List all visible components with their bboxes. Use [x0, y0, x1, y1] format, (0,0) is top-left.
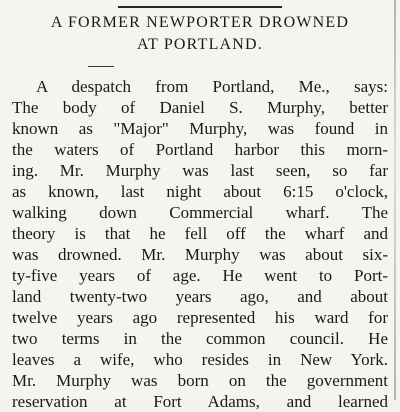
body-line: The body of Daniel S. Murphy, better — [12, 98, 388, 117]
body-line: as known, last night about 6:15 o'clock, — [12, 182, 388, 201]
headline-divider — [88, 66, 114, 67]
body-line: reservation at Fort Adams, and learned — [12, 392, 388, 411]
top-rule — [118, 6, 282, 8]
headline-line-1: A FORMER NEWPORTER DROWNED — [50, 14, 350, 31]
body-line: leaves a wife, who resides in New York. — [12, 350, 388, 369]
body-line: known as "Major" Murphy, was found in — [12, 119, 388, 138]
headline-line-2: AT PORTLAND. — [136, 36, 264, 53]
body-line: theory is that he fell off the wharf and — [12, 224, 388, 243]
body-line: was drowned. Mr. Murphy was about six- — [12, 245, 388, 264]
headline — [0, 12, 400, 56]
body-line: ing. Mr. Murphy was last seen, so far — [12, 161, 388, 180]
body-line: walking down Commercial wharf. The — [12, 203, 388, 222]
body-line: ty-five years of age. He went to Port- — [12, 266, 388, 285]
body-line: the waters of Portland harbor this morn- — [12, 140, 388, 159]
page-edge-shadow — [394, 0, 396, 400]
body-line: two terms in the common council. He — [12, 329, 388, 348]
article-body — [12, 76, 388, 412]
body-line: Mr. Murphy was born on the government — [12, 371, 388, 390]
body-line: A despatch from Portland, Me., says: — [36, 77, 388, 96]
body-line: twelve years ago represented his ward for — [12, 308, 388, 327]
body-line: land twenty-two years ago, and about — [12, 287, 388, 306]
